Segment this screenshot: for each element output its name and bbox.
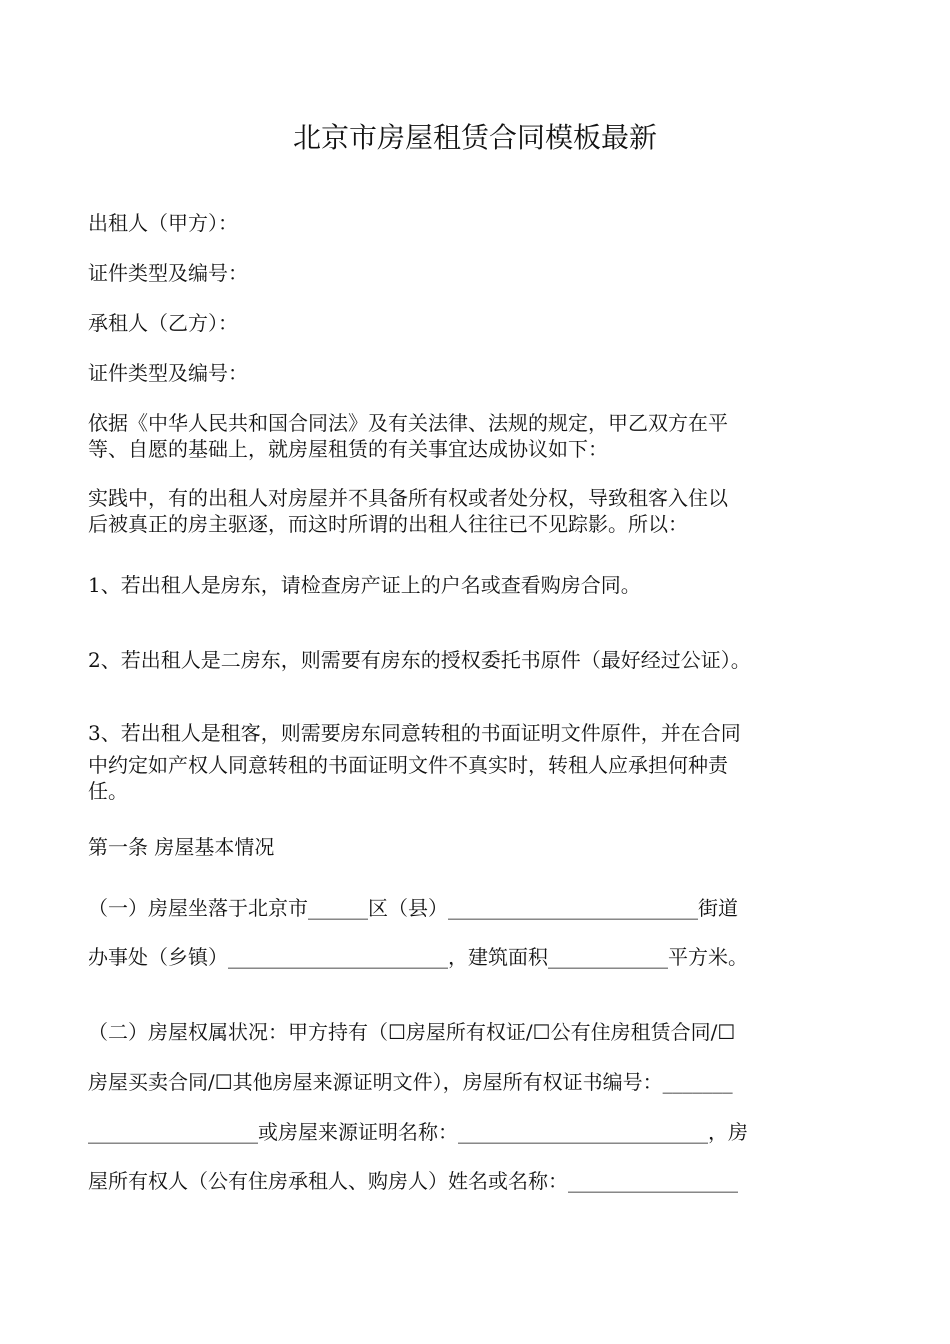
clause-line: 房屋买卖合同/☐其他房屋来源证明文件），房屋所有权证书编号：_______	[88, 1070, 733, 1094]
article-heading: 第一条 房屋基本情况	[88, 835, 275, 859]
practice-note-paragraph	[88, 485, 866, 537]
lessee-id-label: 证件类型及编号：	[88, 361, 248, 385]
lessor-id-label: 证件类型及编号：	[88, 261, 248, 285]
preamble-line: 依据《中华人民共和国合同法》及有关法律、法规的规定，甲乙双方在平	[88, 411, 728, 435]
tip-item-3	[88, 720, 866, 804]
tip-item: 1、若出租人是房东，请检查房产证上的户名或查看购房合同。	[88, 573, 641, 597]
clause-line: _________________或房屋来源证明名称：_________________________，房	[88, 1120, 748, 1144]
practice-note-line: 后被真正的房主驱逐，而这时所谓的出租人往往已不见踪影。所以：	[88, 512, 688, 536]
tip3-line: 中约定如产权人同意转租的书面证明文件不真实时，转租人应承担何种责	[88, 753, 728, 777]
practice-note-line: 实践中，有的出租人对房屋并不具备所有权或者处分权，导致租客入住以	[88, 486, 728, 510]
preamble-paragraph	[88, 410, 866, 462]
tip-item: 2、若出租人是二房东，则需要有房东的授权委托书原件（最好经过公证）。	[88, 648, 751, 672]
tip3-line: 3、若出租人是租客，则需要房东同意转租的书面证明文件原件，并在合同	[88, 721, 741, 745]
lessee-label: 承租人（乙方）：	[88, 311, 238, 335]
document-title: 北京市房屋租赁合同模板最新	[292, 121, 657, 154]
clause-line: 办事处（乡镇）______________________，建筑面积____________平方米。	[88, 945, 748, 969]
clause-line: （二）房屋权属状况：甲方持有（☐房屋所有权证/☐公有住房租赁合同/☐	[88, 1020, 736, 1044]
tip3-line: 任。	[88, 779, 128, 803]
lessor-label: 出租人（甲方）：	[88, 211, 238, 235]
preamble-line: 等、自愿的基础上，就房屋租赁的有关事宜达成协议如下：	[88, 437, 608, 461]
clause-line: （一）房屋坐落于北京市______区（县）_________________________街道	[88, 896, 738, 920]
clause-line: 屋所有权人（公有住房承租人、购房人）姓名或名称：_________________	[88, 1169, 738, 1193]
